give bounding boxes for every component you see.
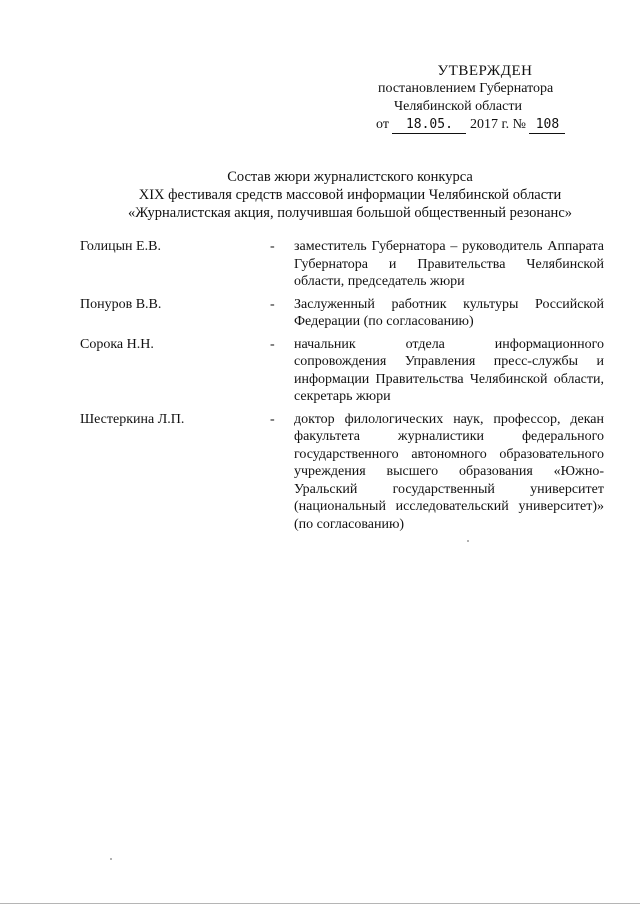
member-role: доктор филологических наук, профессор, декан факультета журналистики федерального государственного автономного образовательного учреждения высшего образования «Южно-Уральский государственный университет (национальный исследовательский университет)» (по согласованию)	[294, 411, 604, 532]
approval-line-region: Челябинской области	[394, 99, 522, 114]
jury-member	[80, 296, 604, 331]
approval-year-label: 2017 г. №	[469, 117, 526, 132]
scan-edge-line	[0, 903, 640, 904]
member-name: Шестеркина Л.П.	[80, 411, 185, 427]
member-dash: -	[270, 296, 275, 312]
member-name: Сорока Н.Н.	[80, 336, 154, 352]
jury-member-list	[80, 238, 604, 538]
member-dash: -	[270, 239, 275, 254]
member-name: Голицын Е.В.	[80, 239, 161, 254]
approval-title: УТВЕРЖДЕН	[437, 63, 533, 79]
jury-member	[80, 336, 604, 406]
heading-line-1: Состав жюри журналистского конкурса	[227, 169, 473, 185]
approval-from-label: от	[376, 117, 389, 132]
heading-line-3: «Журналистская акция, получившая большой общественный резонанс»	[128, 205, 572, 221]
scan-speck	[467, 540, 469, 542]
member-name: Понуров В.В.	[80, 296, 162, 312]
document-heading	[60, 168, 640, 222]
approval-line-decree: постановлением Губернатора	[378, 81, 554, 96]
heading-line-2: XIX фестиваля средств массовой информации Челябинской области	[138, 187, 562, 203]
approval-number-value: 108	[529, 117, 565, 134]
member-role: заместитель Губернатора – руководитель Аппарата Губернатора и Правительства Челябинской области, председатель жюри	[294, 239, 604, 289]
member-dash: -	[270, 336, 275, 352]
jury-member	[80, 238, 604, 291]
member-role: Заслуженный работник культуры Российской Федерации (по согласованию)	[294, 296, 604, 329]
jury-member	[80, 411, 604, 534]
member-role: начальник отдела информационного сопровождения Управления пресс-службы и информации Правительства Челябинской области, секретарь жюри	[294, 336, 604, 404]
approval-line-date	[368, 116, 588, 134]
member-dash: -	[270, 411, 275, 427]
scan-speck	[110, 858, 112, 860]
approval-date-value: 18.05.	[392, 117, 466, 134]
approval-block	[368, 62, 588, 134]
